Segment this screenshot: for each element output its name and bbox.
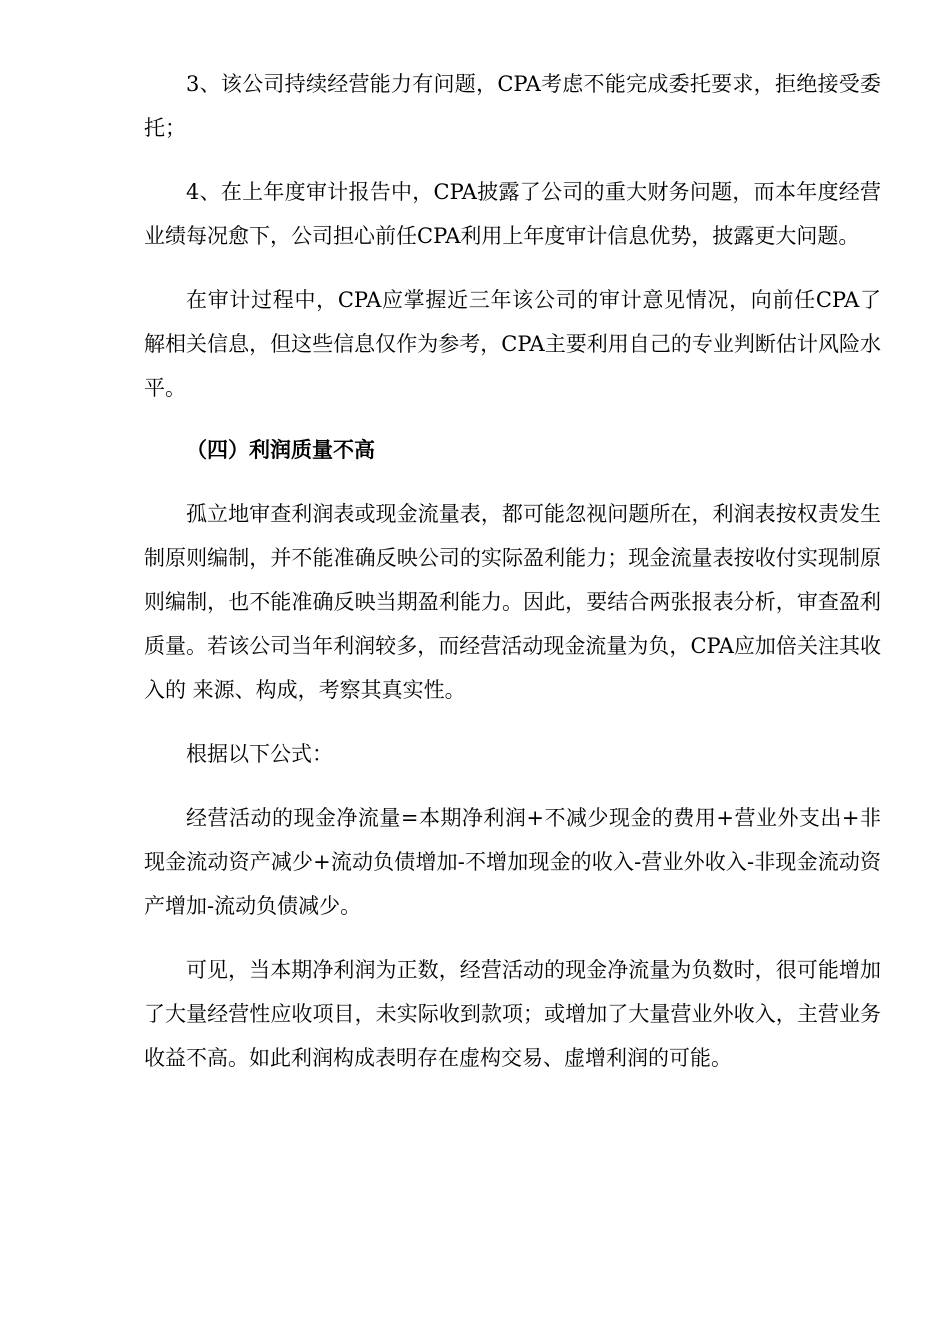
paragraph-formula: 经营活动的现金净流量=本期净利润+不减少现金的费用+营业外支出+非现金流动资产减少+流动负债增加-不增加现金的收入-营业外收入-非现金流动资产增加-流动负债减少。	[144, 806, 881, 918]
section-heading: （四）利润质量不高	[186, 437, 375, 462]
document-page	[144, 62, 881, 1080]
paragraph-audit-process: 在审计过程中，CPA应掌握近三年该公司的审计意见情况，向前任CPA了解相关信息，但这些信息仅作为参考，CPA主要利用自己的专业判断估计风险水平。	[144, 288, 881, 400]
paragraph-profit-quality: 孤立地审查利润表或现金流量表，都可能忽视问题所在，利润表按权责发生制原则编制，并不能准确反映公司的实际盈利能力；现金流量表按收付实现制原则编制，也不能准确反映当期盈利能力。因此，要结合两张报表分析，审查盈利质量。若该公司当年利润较多，而经营活动现金流量为负，CPA应加倍关注其收入的 来源、构成，考察其真实性。	[144, 502, 881, 702]
paragraph-conclusion: 可见，当本期净利润为正数，经营活动的现金净流量为负数时，很可能增加了大量经营性应收项目，未实际收到款项；或增加了大量营业外收入，主营业务收益不高。如此利润构成表明存在虚构交易、虚增利润的可能。	[144, 958, 881, 1070]
paragraph-item-3: 3、该公司持续经营能力有问题，CPA考虑不能完成委托要求，拒绝接受委托；	[144, 72, 881, 140]
paragraph-item-4: 4、在上年度审计报告中，CPA披露了公司的重大财务问题，而本年度经营业绩每况愈下，公司担心前任CPA利用上年度审计信息优势，披露更大问题。	[144, 180, 881, 248]
paragraph-formula-intro: 根据以下公式：	[186, 742, 333, 766]
